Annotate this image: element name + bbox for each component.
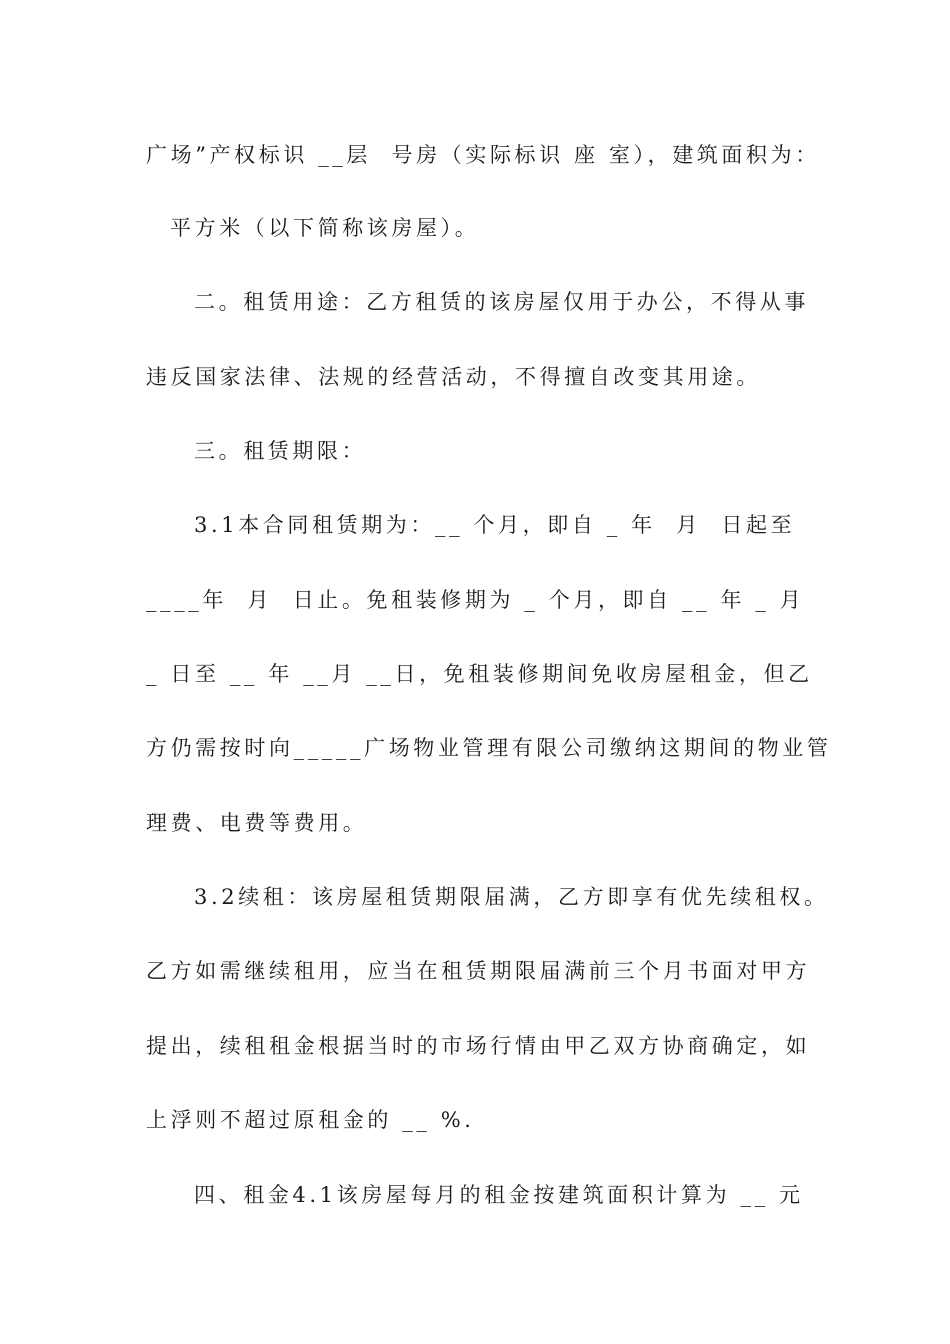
paragraph-line: 违反国家法律、法规的经营活动，不得擅自改变其用途。 xyxy=(146,365,761,389)
paragraph-line: 提出，续租租金根据当时的市场行情由甲乙双方协商确定，如 xyxy=(146,1034,811,1058)
paragraph-line: 理费、电费等费用。 xyxy=(146,811,368,835)
section-heading-term: 三。租赁期限： xyxy=(194,439,367,463)
section-heading-usage: 二。租赁用途：乙方租赁的该房屋仅用于办公，不得从事 xyxy=(194,290,809,314)
paragraph-line: 平方米（以下简称该房屋）。 xyxy=(170,216,480,240)
paragraph-line: 上浮则不超过原租金的 __ %. xyxy=(146,1108,475,1132)
clause-3-1-line: 3.1本合同租赁期为：__ 个月，即自 _ 年 月 日起至 xyxy=(194,513,796,537)
paragraph-line: 乙方如需继续租用，应当在租赁期限届满前三个月书面对甲方 xyxy=(146,959,811,983)
paragraph-line: 广场”产权标识 __层 号房（实际标识 座 室），建筑面积为： xyxy=(146,143,820,167)
paragraph-line: ____年 月 日止。免租装修期为 _ 个月，即自 __ 年 _ 月 xyxy=(146,588,805,612)
section-heading-rent: 四、租金4.1该房屋每月的租金按建筑面积计算为 __ 元 xyxy=(194,1183,804,1207)
paragraph-line: _ 日至 __ 年 __月 __日，免租装修期间免收房屋租金，但乙 xyxy=(146,662,813,686)
clause-3-2-line: 3.2续租：该房屋租赁期限届满，乙方即享有优先续租权。 xyxy=(194,885,829,909)
paragraph-line: 方仍需按时向_____广场物业管理有限公司缴纳这期间的物业管 xyxy=(146,736,832,760)
